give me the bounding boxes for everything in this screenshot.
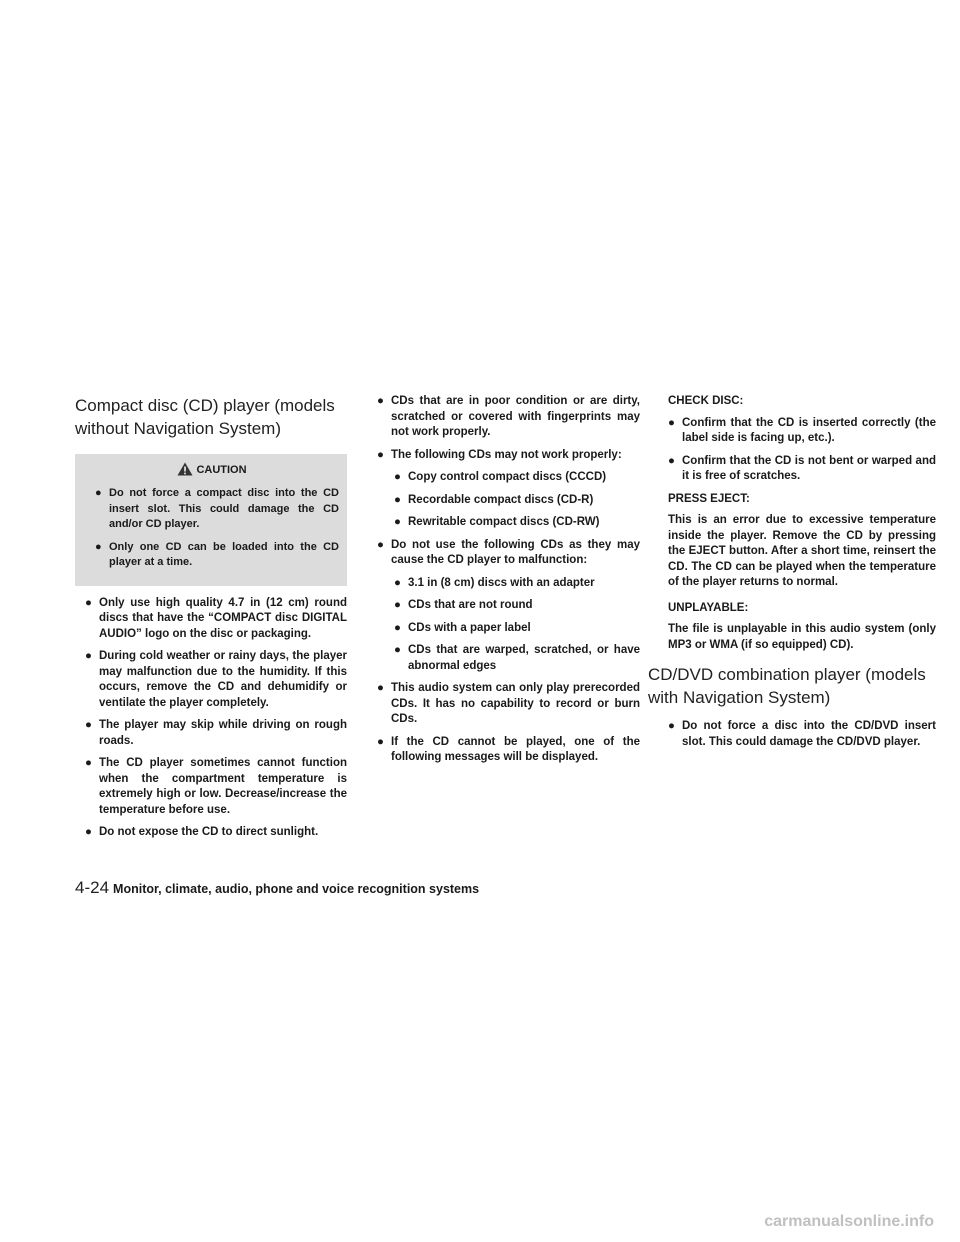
sub-list-item: ● Recordable compact discs (CD-R) — [367, 493, 640, 509]
page-footer — [75, 878, 479, 898]
column-2 — [367, 394, 640, 773]
page-number: 4-24 — [75, 878, 110, 897]
sub-list-item: ● Rewritable compact discs (CD-RW) — [367, 515, 640, 531]
section-title-cd-player: Compact disc (CD) player (models without Navigation System) — [75, 396, 335, 438]
list-item: ● The CD player sometimes cannot function when the compartment temperature is extremely high or low. Decrease/increase the temperature before use. — [85, 757, 347, 816]
bullet-icon: ● — [668, 416, 675, 429]
sub-list-item: ● 3.1 in (8 cm) discs with an adapter — [367, 576, 640, 592]
bullet-icon: ● — [377, 448, 384, 461]
sub-list-item: ● CDs with a paper label — [367, 621, 640, 637]
bullet-icon: ● — [377, 735, 384, 748]
bullet-icon: ● — [668, 454, 675, 467]
caution-header — [85, 462, 339, 478]
list-item: ● CDs that are in poor condition or are dirty, scratched or covered with fingerprints may not work properly. — [377, 395, 640, 438]
caution-box — [75, 454, 347, 586]
caution-label: CAUTION — [196, 464, 247, 476]
bullet-icon: ● — [394, 471, 401, 483]
bullet-icon: ● — [377, 538, 384, 551]
column-3 — [648, 394, 936, 757]
bullet-icon: ● — [377, 395, 384, 407]
list-item: ● Do not use the following CDs as they may cause the CD player to malfunction: — [377, 538, 640, 566]
sub-list-item: ● CDs that are warped, scratched, or have abnormal edges — [394, 644, 640, 672]
list-item: ● Only use high quality 4.7 in (12 cm) round discs that have the “COMPACT disc DIGITAL AUDIO” logo on the disc or packaging. — [85, 596, 347, 640]
bullet-icon: ● — [85, 650, 92, 662]
list-item: ● During cold weather or rainy days, the player may malfunction due to the humidity. If this occurs, remove the CD and dehumidify or ventilate the player completely. — [85, 650, 347, 709]
bullet-icon: ● — [95, 540, 102, 553]
bullet-icon: ● — [95, 487, 102, 499]
bullet-icon: ● — [85, 719, 92, 731]
bullet-icon: ● — [85, 757, 92, 769]
bullet-icon: ● — [394, 599, 401, 611]
section-title-cd-dvd-player: CD/DVD combination player (models with Navigation System) — [648, 665, 926, 707]
list-item: ● The player may skip while driving on rough roads. — [85, 719, 347, 747]
watermark: carmanualsonline.info — [764, 1213, 934, 1230]
bullet-icon: ● — [668, 720, 675, 732]
bullet-icon: ● — [85, 596, 92, 609]
caution-item: ● Only one CD can be loaded into the CD player at a time. — [95, 540, 339, 568]
unplayable-text: The file is unplayable in this audio system (only MP3 or WMA (if so equipped) CD). — [668, 623, 936, 651]
list-item: ● Confirm that the CD is inserted correctly (the label side is facing up, etc.). — [668, 416, 936, 444]
list-item: ● Confirm that the CD is not bent or warped and it is free of scratches. — [668, 454, 936, 482]
bullet-icon: ● — [394, 493, 401, 506]
caution-item: ● Do not force a compact disc into the CD insert slot. This could damage the CD and/or CD player. — [95, 487, 339, 530]
sub-list-item: ● CDs that are not round — [367, 598, 640, 614]
bullet-icon: ● — [85, 826, 92, 838]
list-item: ● Do not expose the CD to direct sunlight. — [75, 825, 347, 841]
press-eject-text: This is an error due to excessive temperature inside the player. Remove the CD by pressing the EJECT button. After a short time, reinsert the CD. The CD can be played when the temperature of the player returns to normal. — [668, 514, 936, 588]
list-item: ● The following CDs may not work properly: — [367, 448, 640, 464]
list-item: ● This audio system can only play prerecorded CDs. It has no capability to record or burn CDs. — [377, 682, 640, 725]
warning-icon — [177, 462, 193, 476]
press-eject-label: PRESS EJECT: — [668, 492, 750, 505]
bullet-icon: ● — [394, 516, 401, 528]
sub-list-item: ● Copy control compact discs (CCCD) — [367, 470, 640, 486]
bullet-icon: ● — [377, 682, 384, 694]
chapter-title: Monitor, climate, audio, phone and voice recognition systems — [113, 882, 480, 896]
check-disc-label: CHECK DISC: — [668, 395, 744, 407]
bullet-icon: ● — [394, 576, 401, 589]
bullet-icon: ● — [394, 621, 401, 634]
column-1 — [75, 394, 347, 848]
list-item: ● Do not force a disc into the CD/DVD insert slot. This could damage the CD/DVD player. — [668, 720, 936, 748]
unplayable-label: UNPLAYABLE: — [668, 601, 749, 614]
bullet-icon: ● — [394, 644, 401, 656]
list-item: ● If the CD cannot be played, one of the following messages will be displayed. — [377, 735, 640, 763]
